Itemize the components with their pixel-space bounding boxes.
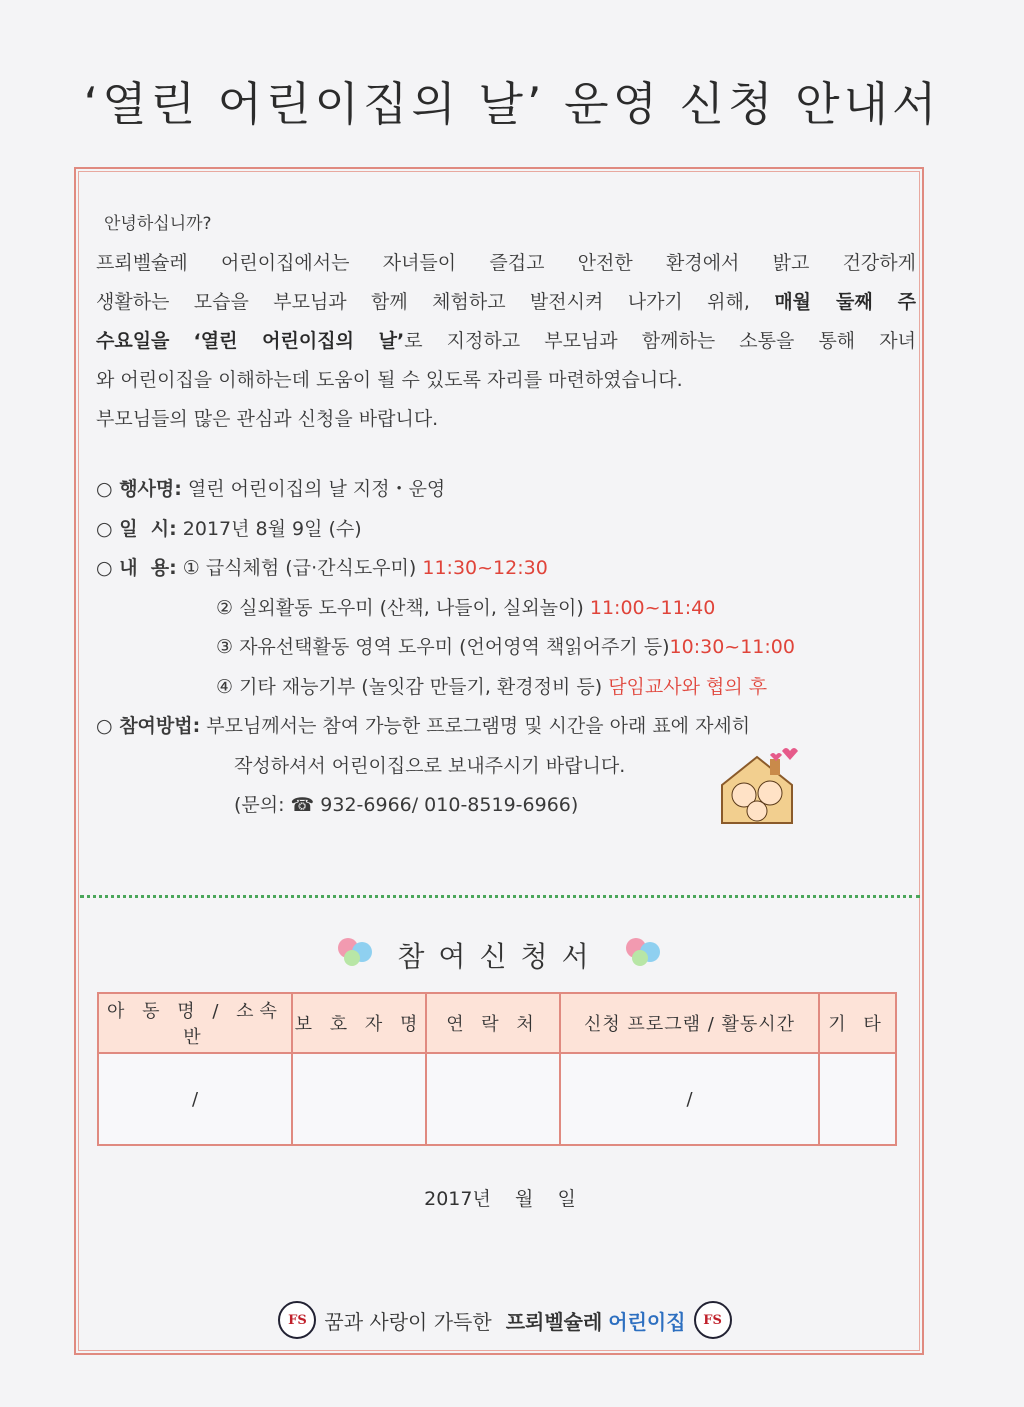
method-line-2: 작성하셔서 어린이집으로 보내주시기 바랍니다. xyxy=(234,754,626,777)
intro-line-3c: 로 지정하고 부모님과 함께하는 소통을 통해 자녀 xyxy=(404,330,916,352)
event-label: ○ 행사명: xyxy=(96,478,182,500)
intro-line-4: 와 어린이집을 이해하는데 도움이 될 수 있도록 자리를 마련하였습니다. xyxy=(96,369,683,391)
content-item-2-row xyxy=(96,589,916,629)
content-item-1: ① 급식체험 (급·간식도우미) xyxy=(182,557,417,579)
footer-suffix: 어린이집 xyxy=(608,1309,686,1334)
header-guardian: 보 호 자 명 xyxy=(292,993,426,1053)
event-value: 열린 어린이집의 날 지정・운영 xyxy=(187,478,446,500)
content-item-3-time: 10:30~11:00 xyxy=(669,636,795,658)
highlight-event-name: ‘열린 어린이집의 날’ xyxy=(193,330,405,352)
cell-child-class[interactable]: / xyxy=(98,1053,292,1145)
date-label: ○ 일 시: xyxy=(96,517,177,540)
event-row xyxy=(96,470,916,510)
cell-guardian[interactable] xyxy=(292,1053,426,1145)
form-date: 2017년 월 일 xyxy=(424,1188,576,1210)
date-row xyxy=(96,510,916,550)
highlight-wednesday: 수요일을 xyxy=(96,330,170,352)
header-contact: 연 락 처 xyxy=(426,993,560,1053)
intro-line-1: 프뢰벨슐레 어린이집에서는 자녀들이 즐겁고 안전한 환경에서 밝고 건강하게 xyxy=(96,252,916,274)
family-illustration xyxy=(712,745,802,827)
balloon-icon xyxy=(618,932,668,972)
content-item-2: ② 실외활동 도우미 (산책, 나들이, 실외놀이) xyxy=(216,596,584,619)
content-row xyxy=(96,549,916,589)
application-table xyxy=(97,992,897,1146)
method-row xyxy=(96,707,916,747)
content-item-3: ③ 자유선택활동 영역 도우미 (언어영역 책읽어주기 등) xyxy=(216,636,670,658)
header-child-class: 아 동 명 / 소속반 xyxy=(98,993,292,1053)
header-etc: 기 타 xyxy=(819,993,896,1053)
page-title: ‘열린 어린이집의 날’ 운영 신청 안내서 xyxy=(83,77,941,131)
logo-icon: FS xyxy=(278,1301,316,1339)
contact-info: (문의: ☎ 932-6966/ 010-8519-6966) xyxy=(234,794,579,816)
intro-line-2a: 생활하는 모습을 부모님과 함께 체험하고 발전시켜 나가기 위해, xyxy=(96,291,750,313)
cell-program-time[interactable]: / xyxy=(560,1053,819,1145)
content-item-1-time: 11:30~12:30 xyxy=(422,557,548,579)
content-item-4: ④ 기타 재능기부 (놀잇감 만들기, 환경정비 등) xyxy=(216,675,603,698)
content-item-4-note: 담임교사와 협의 후 xyxy=(608,675,768,698)
table-header-row xyxy=(98,993,896,1053)
content-item-3-row xyxy=(96,628,916,668)
footer-name: 프뢰벨슐레 xyxy=(505,1309,603,1334)
content-item-2-time: 11:00~11:40 xyxy=(589,596,716,619)
method-label: ○ 참여방법: xyxy=(96,715,201,737)
form-title: 참여신청서 xyxy=(397,940,603,973)
table-row xyxy=(98,1053,896,1145)
cell-contact[interactable] xyxy=(426,1053,560,1145)
intro-line-5: 부모님들의 많은 관심과 신청을 바랍니다. xyxy=(96,408,439,430)
method-line-1: 부모님께서는 참여 가능한 프로그램명 및 시간을 아래 표에 자세히 xyxy=(206,715,751,737)
content-label: ○ 내 용: xyxy=(96,557,177,579)
header-program-time: 신청 프로그램 / 활동시간 xyxy=(560,993,819,1053)
intro-paragraph xyxy=(96,205,916,439)
cut-line xyxy=(80,895,920,898)
intro-line-2 xyxy=(96,283,916,322)
intro-line-3 xyxy=(96,322,916,361)
highlight-monthly: 매월 둘째 주 xyxy=(774,291,916,313)
greeting: 안녕하십니까? xyxy=(104,214,212,234)
footer xyxy=(250,1298,760,1342)
content-item-4-row xyxy=(96,668,916,708)
logo-icon: FS xyxy=(694,1301,732,1339)
cell-etc[interactable] xyxy=(819,1053,896,1145)
footer-slogan: 꿈과 사랑이 가득한 xyxy=(324,1309,492,1334)
date-value: 2017년 8월 9일 (수) xyxy=(182,517,362,540)
